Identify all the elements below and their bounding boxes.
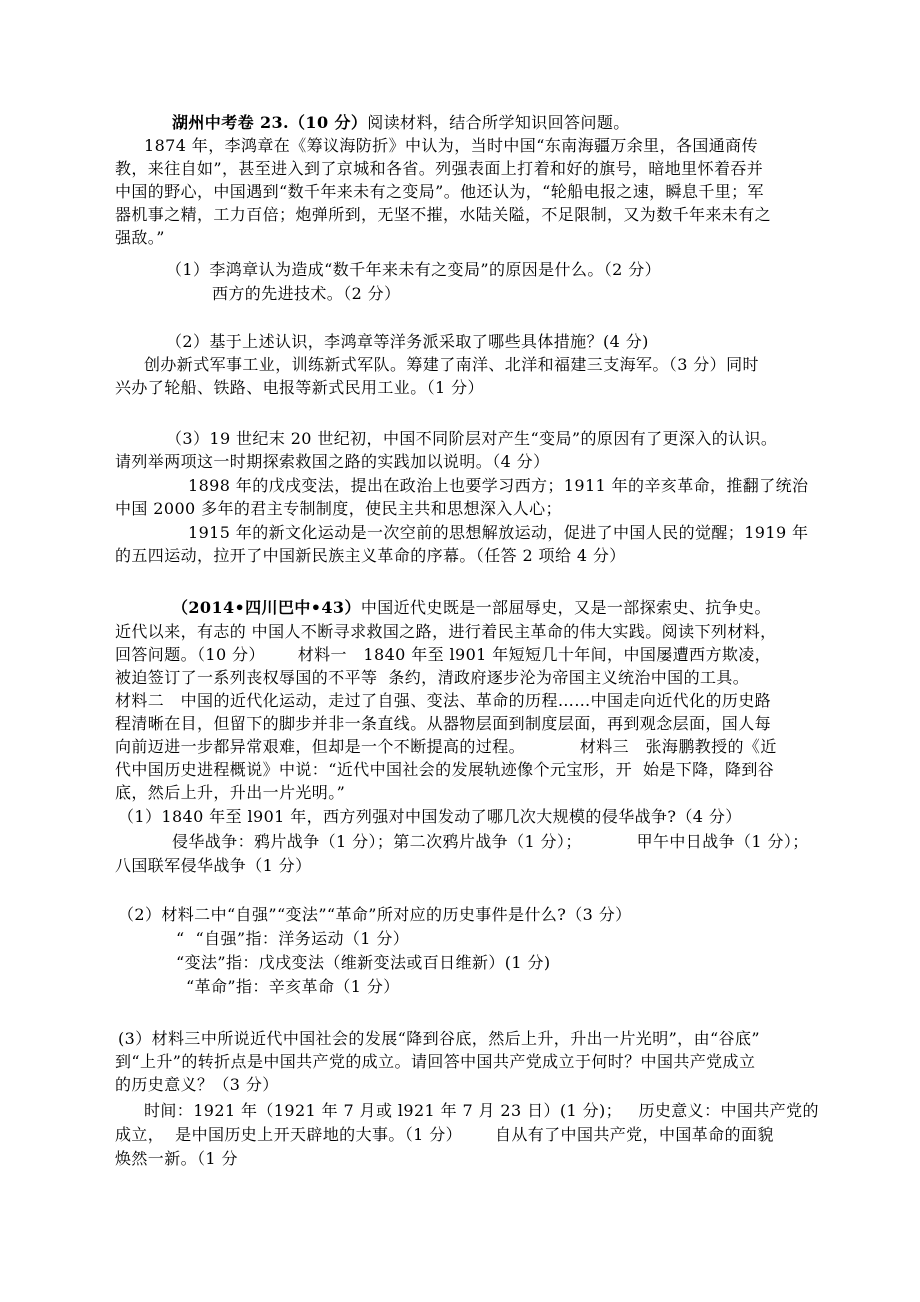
q1-subquestion-2: （2）基于上述认识，李鸿章等洋务派采取了哪些具体措施？(4 分) — [166, 332, 649, 351]
q2-subquestion-3-line: 的历史意义？（3 分） — [115, 1075, 279, 1094]
q1-intro: 阅读材料，结合所学知识回答问题。 — [367, 113, 630, 132]
q1-subquestion-3: （3）19 世纪末 20 世纪初，中国不同阶层对产生“变局”的原因有了更深入的认识。 — [166, 429, 778, 448]
q2-answer-3-line: 成立， 是中国历史上开天辟地的大事。（1 分） 自从有了中国共产党，中国革命的面貌 — [115, 1125, 774, 1144]
q1-heading-line — [172, 112, 630, 135]
q2-subquestion-1: （1）1840 年至 l901 年，西方列强对中国发动了哪几次大规模的侵华战争?（4 分） — [118, 807, 742, 826]
q2-answer-2-line: “ “自强”指：洋务运动（1 分） — [176, 929, 410, 948]
q1-answer-3-line: 1898 年的戊戌变法，提出在政治上也要学习西方；1911 年的辛亥革命，推翻了统治 — [188, 476, 809, 495]
q1-answer-2-line: 创办新式军事工业，训练新式军队。筹建了南洋、北洋和福建三支海军。（3 分）同时 — [144, 355, 759, 374]
q2-material-line: 材料二 中国的近代化运动，走过了自强、变法、革命的历程……中国走向近代化的历史路 — [115, 691, 772, 710]
q2-heading-line — [172, 597, 771, 620]
q2-material-line: 底，然后上升，升出一片光明。” — [115, 783, 346, 802]
q2-intro: 中国近代史既是一部屈辱史，又是一部探索史、抗争史。 — [360, 598, 771, 617]
q1-material-line: 中国的野心，中国遇到“数千年来未有之变局”。他还认为，“轮船电报之速，瞬息千里；军 — [115, 182, 764, 201]
q1-material-line: 1874 年，李鸿章在《筹议海防折》中认为，当时中国“东南海疆万余里，各国通商传 — [144, 136, 758, 155]
q1-answer-3-line: 中国 2000 多年的君主专制制度，使民主共和思想深入人心； — [115, 499, 562, 518]
q2-material-line: 向前迈进一步都异常艰难，但却是一个不断提高的过程。 材料三 张海鹏教授的《近 — [115, 737, 777, 756]
q2-heading: （2014•四川巴中•43） — [172, 598, 361, 617]
q2-answer-1-line: 侵华战争：鸦片战争（1 分）；第二次鸦片战争（1 分）； 甲午中日战争（1 分）； — [172, 832, 809, 851]
q1-answer-1: 西方的先进技术。（2 分） — [212, 284, 401, 303]
q1-heading: 湖州中考卷 23.（10 分） — [172, 113, 368, 132]
q2-subquestion-3-line: 到“上升”的转折点是中国共产党的成立。请回答中国共产党成立于何时？中国共产党成立 — [115, 1052, 756, 1071]
q1-subquestion-1: （1）李鸿章认为造成“数千年来未有之变局”的原因是什么。（2 分） — [166, 260, 662, 279]
q1-material-line: 强敌。” — [115, 228, 165, 247]
q2-material-line: 近代以来，有志的 中国人不断寻求救国之路，进行着民主革命的伟大实践。阅读下列材料， — [115, 622, 777, 641]
q2-subquestion-3: (3）材料三中所说近代中国社会的发展“降到谷底，然后上升，升出一片光明”，由“谷底” — [118, 1029, 760, 1048]
q2-material-line: 程清晰在目，但留下的脚步并非一条直线。从器物层面到制度层面，再到观念层面，国人每 — [115, 714, 772, 733]
q2-subquestion-2: （2）材料二中“自强”“变法”“革命”所对应的历史事件是什么?（3 分） — [118, 905, 632, 924]
q2-material-line: 代中国历史进程概说》中说：“近代中国社会的发展轨迹像个元宝形，开 始是下降，降到谷 — [115, 760, 775, 779]
q2-material-line: 回答问题。（10 分） 材料一 1840 年至 l901 年短短几十年间，中国屡遭西方欺凌， — [115, 645, 772, 664]
q1-material-line: 器机事之精，工力百倍；炮弹所到，无坚不摧，水陆关隘，不足限制，又为数千年来未有之 — [115, 205, 772, 224]
q2-answer-3-line: 焕然一新。（1 分 — [115, 1149, 238, 1168]
q2-answer-2-line: “变法”指：戊戌变法（维新变法或百日维新）(1 分) — [176, 953, 551, 972]
q2-material-line: 被迫签订了一系列丧权辱国的不平等 条约，清政府逐步沦为帝国主义统治中国的工具。 — [115, 668, 750, 687]
q1-material-line: 教，来往自如”，甚至进入到了京城和各省。列强表面上打着和好的旗号，暗地里怀着吞并 — [115, 159, 764, 178]
q1-answer-3-line: 的五四运动，拉开了中国新民族主义革命的序幕。（任答 2 项给 4 分） — [115, 546, 626, 565]
q2-answer-3-line: 时间：1921 年（1921 年 7 月或 l921 年 7 月 23 日）(1 分)； 历史意义：中国共产党的 — [144, 1101, 819, 1120]
q2-answer-2-line: “革命”指：辛亥革命（1 分） — [186, 977, 400, 996]
q2-answer-1-line: 八国联军侵华战争（1 分） — [115, 856, 312, 875]
q1-subquestion-3-line: 请列举两项这一时期探索救国之路的实践加以说明。（4 分） — [115, 452, 550, 471]
q1-answer-3-line: 1915 年的新文化运动是一次空前的思想解放运动，促进了中国人民的觉醒；1919 年 — [188, 523, 809, 542]
q1-answer-2-line: 兴办了轮船、铁路、电报等新式民用工业。（1 分） — [115, 378, 484, 397]
